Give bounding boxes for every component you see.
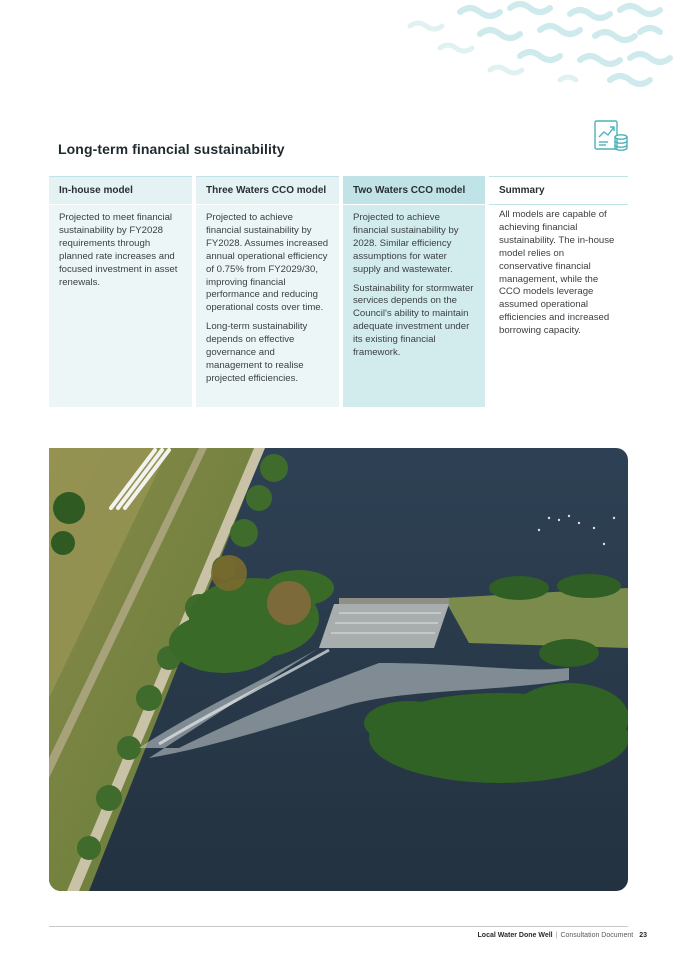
footer-document-title: Local Water Done Well [477, 932, 553, 939]
column-paragraph: Projected to achieve financial sustainability by 2028. Similar efficiency assumptions for water supply and wastewater. [353, 212, 459, 275]
column-paragraph: Projected to meet financial sustainability by FY2028 requirements through planned rate increases and focused investment in asset renewals. [59, 212, 178, 288]
column-header: Summary [489, 176, 628, 204]
wave-pattern-decoration [380, 0, 675, 90]
column-two-waters-cco [343, 176, 485, 407]
comparison-table [49, 176, 628, 407]
page-footer [478, 932, 647, 939]
column-paragraph: Long-term sustainability depends on effective governance and management to realise projected efficiencies. [206, 321, 308, 384]
column-body [196, 204, 339, 407]
column-body [489, 204, 628, 407]
footer-document-subtitle: Consultation Document [560, 932, 634, 939]
footer-separator: | [555, 932, 558, 939]
column-paragraph: All models are capable of achieving financial sustainability. The in-house model relies on conservative financial management, while the CCO models leverage assumed operational efficiencies and increased borrowing capacity. [499, 209, 615, 337]
column-in-house-model [49, 176, 192, 407]
column-three-waters-cco [196, 176, 339, 407]
column-paragraph: Sustainability for stormwater services depends on the Council's ability to maintain adequate investment under its existing financial framework. [353, 282, 474, 359]
aerial-weir-photo [49, 448, 628, 891]
column-header: Three Waters CCO model [196, 176, 339, 204]
footer-divider [49, 926, 628, 927]
page-number: 23 [639, 932, 647, 939]
column-paragraph: Projected to achieve financial sustainability by FY2028. Assumes increased annual operational efficiency of 0.75% from FY2029/30, improving financial performance and reducing operational costs over time. [206, 212, 329, 314]
column-body [343, 204, 485, 407]
column-body [49, 204, 192, 407]
financial-chart-coins-icon [592, 117, 630, 155]
column-summary [489, 176, 628, 407]
section-title: Long-term financial sustainability [58, 141, 285, 157]
column-header: In-house model [49, 176, 192, 204]
column-header: Two Waters CCO model [343, 176, 485, 204]
